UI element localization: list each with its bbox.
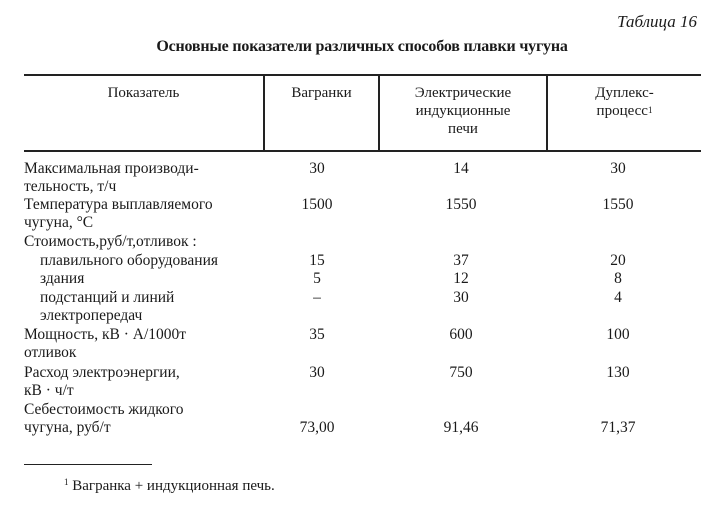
row-label-line: отливок [24,344,77,361]
cell-induction: 37 [453,252,469,269]
cell-duplex: 130 [606,364,630,381]
header-duplex-process [548,84,701,120]
cell-duplex: 30 [610,160,626,177]
row-label: плавильного оборудования [40,252,219,269]
row-label [24,364,180,400]
footnote-text: Вагранка + индукционная печь. [72,478,275,494]
cell-duplex: 20 [610,252,626,269]
table-top-rule [24,74,701,76]
footnote [64,478,275,495]
cell-duplex: 8 [614,270,622,287]
row-label-line: тельность, т/ч [24,178,117,195]
header-line: Показатель [107,85,180,101]
header-line: Электрические [414,85,512,101]
header-cupolas [265,84,378,102]
footnote-mark: 1 [647,105,653,115]
row-label-line: Максимальная производи- [24,160,199,177]
row-label [24,401,184,437]
cell-induction: 12 [453,270,469,287]
row-label-line: кВ · ч/т [24,382,74,399]
table-title: Основные показатели различных способов плавки чугуна [156,38,568,55]
footnote-rule [24,464,152,465]
cell-induction: 91,46 [443,419,479,436]
cell-induction: 600 [449,326,473,343]
header-line: Дуплекс- [595,85,654,101]
header-bottom-rule [24,150,701,152]
row-label-line: Мощность, кВ · А/1000т [24,326,187,343]
cell-cupolas: 35 [309,326,325,343]
header-induction-furnaces [380,84,546,138]
header-line [548,102,701,120]
footnote-mark: 1 [64,477,69,487]
row-label-line: Расход электроэнергии, [24,364,180,381]
header-line: индукционные [415,103,511,119]
cell-duplex: 4 [614,289,622,306]
cell-induction: 750 [449,364,473,381]
cell-cupolas: 15 [309,252,325,269]
cell-induction: 30 [453,289,469,306]
row-label-line: Температура выплавляемого [24,196,213,213]
row-label [24,326,186,362]
table-number: Таблица 16 [617,12,697,31]
cell-cupolas: – [313,289,321,306]
cell-duplex: 100 [606,326,630,343]
row-label-line: чугуна, °С [24,214,94,231]
row-label-line: подстанций и линий [40,289,175,306]
row-label-line: Себестоимость жидкого [24,401,184,418]
cell-induction: 1550 [445,196,477,213]
header-indicator [24,84,263,102]
cell-cupolas: 73,00 [299,419,335,436]
cell-duplex: 71,37 [600,419,636,436]
header-line-text: процесс [596,103,648,119]
cell-duplex: 1550 [602,196,634,213]
row-label [24,160,199,196]
row-label-line: чугуна, руб/т [24,419,111,436]
cell-cupolas: 1500 [301,196,333,213]
row-label: Стоимость,руб/т,отливок : [24,233,197,250]
row-label [24,196,213,232]
cell-induction: 14 [453,160,469,177]
row-label [40,289,174,325]
cell-cupolas: 30 [309,364,325,381]
header-line: Вагранки [291,85,352,101]
header-line: печи [448,121,478,137]
cell-cupolas: 30 [309,160,325,177]
row-label-line: электропередач [40,307,143,324]
row-label: здания [40,270,85,287]
cell-cupolas: 5 [313,270,321,287]
